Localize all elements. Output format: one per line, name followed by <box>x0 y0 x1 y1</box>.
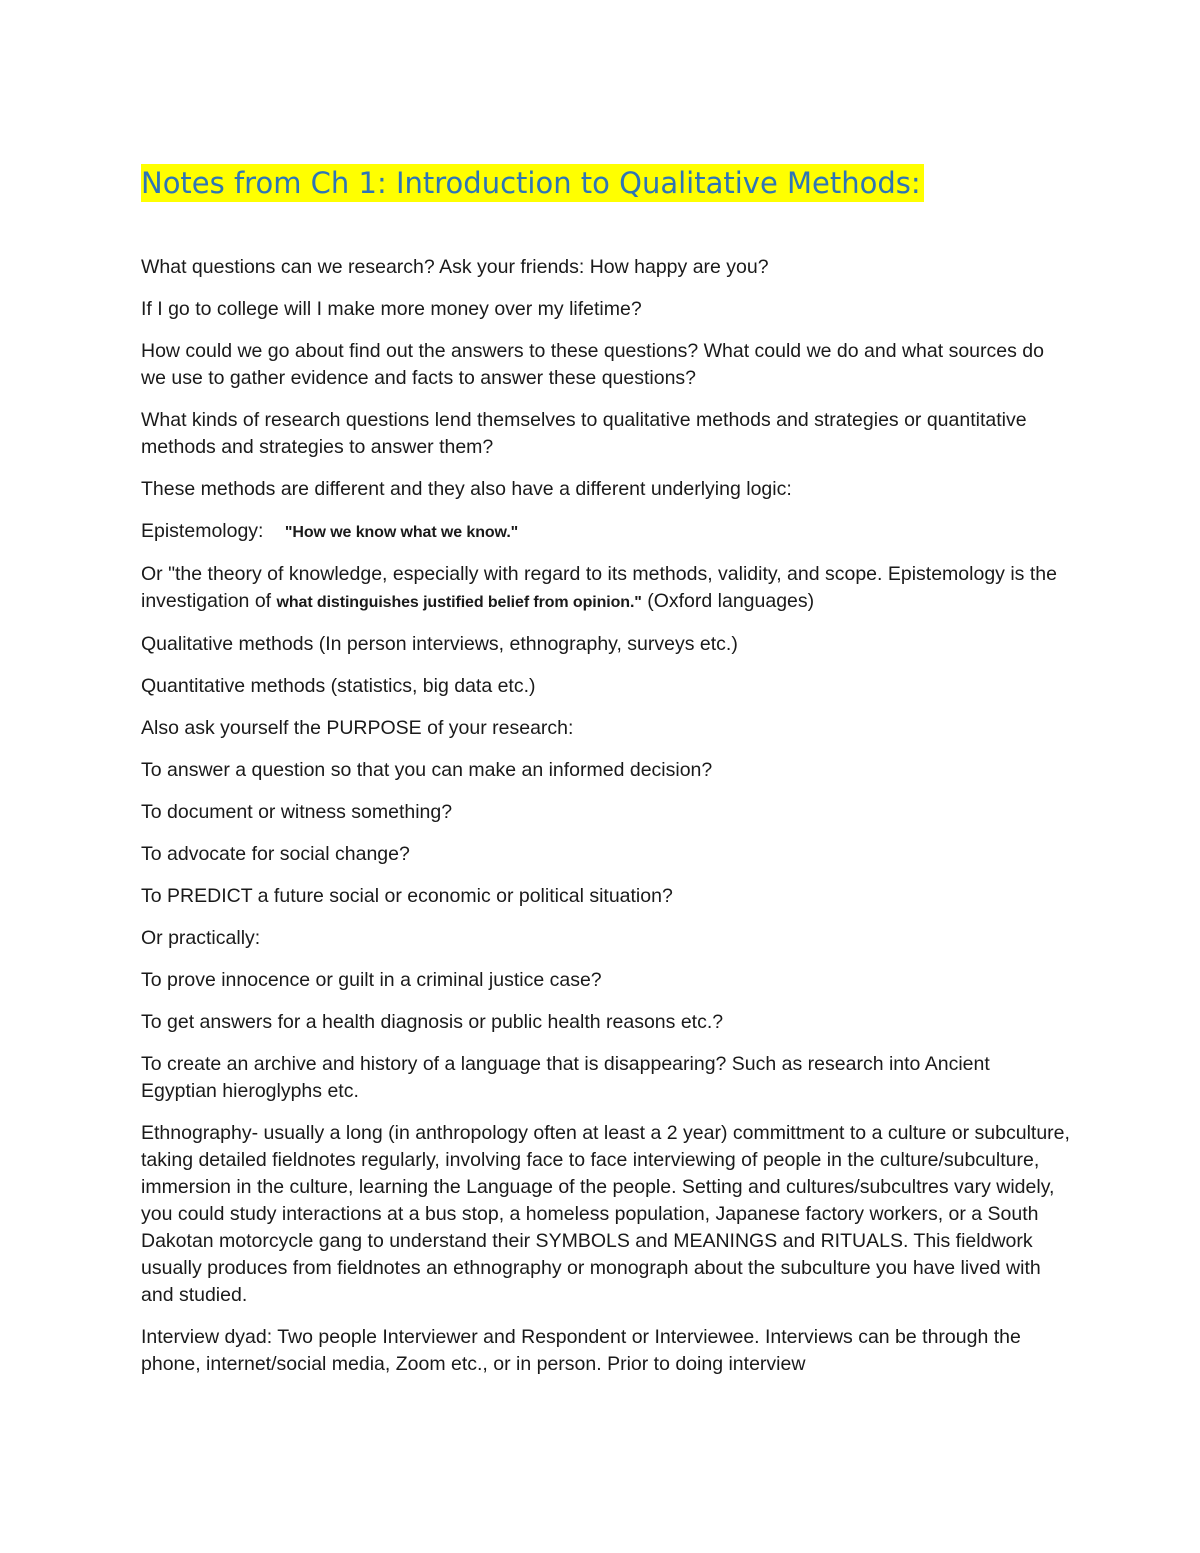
paragraph: What questions can we research? Ask your friends: How happy are you? <box>141 256 769 278</box>
document-page <box>141 160 1071 1393</box>
oxford-definition-paragraph <box>141 561 1071 616</box>
paragraph: To PREDICT a future social or economic or political situation? <box>141 885 673 907</box>
paragraph: Also ask yourself the PURPOSE of your research: <box>141 717 574 739</box>
paragraph: To advocate for social change? <box>141 843 410 865</box>
paragraph: What kinds of research questions lend themselves to qualitative methods and strategies or quantitative methods and strategies to answer them? <box>141 409 1027 458</box>
epistemology-quote: "How we know what we know." <box>284 524 519 541</box>
paragraph: To get answers for a health diagnosis or public health reasons etc.? <box>141 1011 724 1033</box>
definition-source: (Oxford languages) <box>641 590 815 612</box>
paragraph: If I go to college will I make more money over my lifetime? <box>141 298 642 320</box>
paragraph: To document or witness something? <box>141 801 453 823</box>
paragraph: Ethnography- usually a long (in anthropology often at least a 2 year) committment to a culture or subculture, taking detailed fieldnotes regularly, involving face to face interviewing of people in the culture/subculture, immersion in the culture, learning the Language of the people. Setting and cultures/subcultres vary widely, you could study interactions at a bus stop, a homeless population, Japanese factory workers, or a South Dakotan motorcycle gang to understand their SYMBOLS and MEANINGS and RITUALS. This fieldwork usually produces from fieldnotes an ethnography or monograph about the subculture you have lived with and studied. <box>141 1122 1070 1306</box>
title-block <box>141 160 1071 206</box>
paragraph: To create an archive and history of a language that is disappearing? Such as research into Ancient Egyptian hieroglyphs etc. <box>141 1053 990 1102</box>
epistemology-label: Epistemology: <box>141 520 264 542</box>
paragraph: To answer a question so that you can make an informed decision? <box>141 759 713 781</box>
paragraph: Interview dyad: Two people Interviewer and Respondent or Interviewee. Interviews can be through the phone, internet/social media, Zoom etc., or in person. Prior to doing interview <box>141 1326 1021 1375</box>
paragraph: How could we go about find out the answers to these questions? What could we do and what sources do we use to gather evidence and facts to answer these questions? <box>141 340 1044 389</box>
document-title: Notes from Ch 1: Introduction to Qualitative Methods: <box>141 164 924 202</box>
paragraph: These methods are different and they also have a different underlying logic: <box>141 478 792 500</box>
paragraph: Qualitative methods (In person interviews, ethnography, surveys etc.) <box>141 633 738 655</box>
definition-text: Or "the theory of knowledge, especially with regard to its methods, validity, and scope. Epistemology is the investigation of <box>141 563 1057 612</box>
epistemology-paragraph <box>141 518 1071 546</box>
paragraph: Quantitative methods (statistics, big data etc.) <box>141 675 536 697</box>
definition-bold-text: what distinguishes justified belief from opinion." <box>276 594 642 611</box>
paragraph: To prove innocence or guilt in a criminal justice case? <box>141 969 602 991</box>
paragraph: Or practically: <box>141 927 261 949</box>
